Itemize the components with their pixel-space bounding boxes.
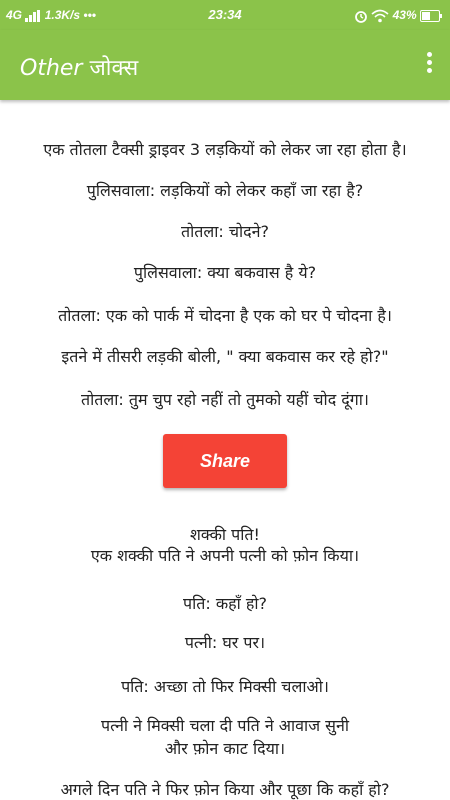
joke2-title: शक्की पति! xyxy=(190,525,260,544)
status-bar xyxy=(0,0,450,30)
joke2-line: पत्नी: घर पर। xyxy=(184,633,266,652)
joke2-line: पति: अच्छा तो फिर मिक्सी चलाओ। xyxy=(121,677,329,696)
joke1-line: तोतला: चोदने? xyxy=(180,222,270,241)
wifi-icon xyxy=(371,9,389,23)
network-speed: 1.3K/s xyxy=(44,8,81,22)
joke2-line: एक शक्की पति ने अपनी पत्नी को फ़ोन किया। xyxy=(90,546,360,565)
joke2-line: अगले दिन पति ने फिर फ़ोन किया और पूछा कि कहाँ हो? xyxy=(60,780,390,799)
status-dots: ••• xyxy=(83,8,97,22)
battery-percent: 43% xyxy=(392,8,417,22)
jokes-list xyxy=(0,100,450,800)
network-type: 4G xyxy=(6,8,23,22)
app-bar xyxy=(0,30,450,100)
joke2-line: पति: कहाँ हो? xyxy=(183,594,267,613)
share-button[interactable]: Share xyxy=(163,434,287,488)
joke1-line: एक तोतला टैक्सी ड्राइवर 3 लड़कियों को लेकर जा रहा होता है। xyxy=(43,140,407,159)
app-title-en: Other xyxy=(20,56,83,81)
joke1-line: पुलिसवाला: क्या बकवास है ये? xyxy=(133,263,317,282)
app-title-hi: जोक्स xyxy=(89,56,139,81)
alarm-icon xyxy=(354,9,368,23)
joke1-line: पुलिसवाला: लड़कियों को लेकर कहाँ जा रहा है? xyxy=(86,181,364,200)
overflow-menu-icon[interactable] xyxy=(424,52,434,78)
joke1-line: तोतला: तुम चुप रहो नहीं तो तुमको यहीं चोद दूंगा। xyxy=(81,390,369,409)
battery-icon xyxy=(420,10,442,22)
joke1-line: इतने में तीसरी लड़की बोली, " क्या बकवास कर रहे हो?" xyxy=(61,347,389,366)
app-title xyxy=(20,52,138,82)
status-right xyxy=(354,8,442,23)
joke2-line: और फ़ोन काट दिया। xyxy=(164,739,286,758)
clock: 23:34 xyxy=(208,7,242,22)
joke2-line: पत्नी ने मिक्सी चला दी पति ने आवाज सुनी xyxy=(100,716,350,735)
joke1-line: तोतला: एक को पार्क में चोदना है एक को घर पे चोदना है। xyxy=(58,306,392,325)
